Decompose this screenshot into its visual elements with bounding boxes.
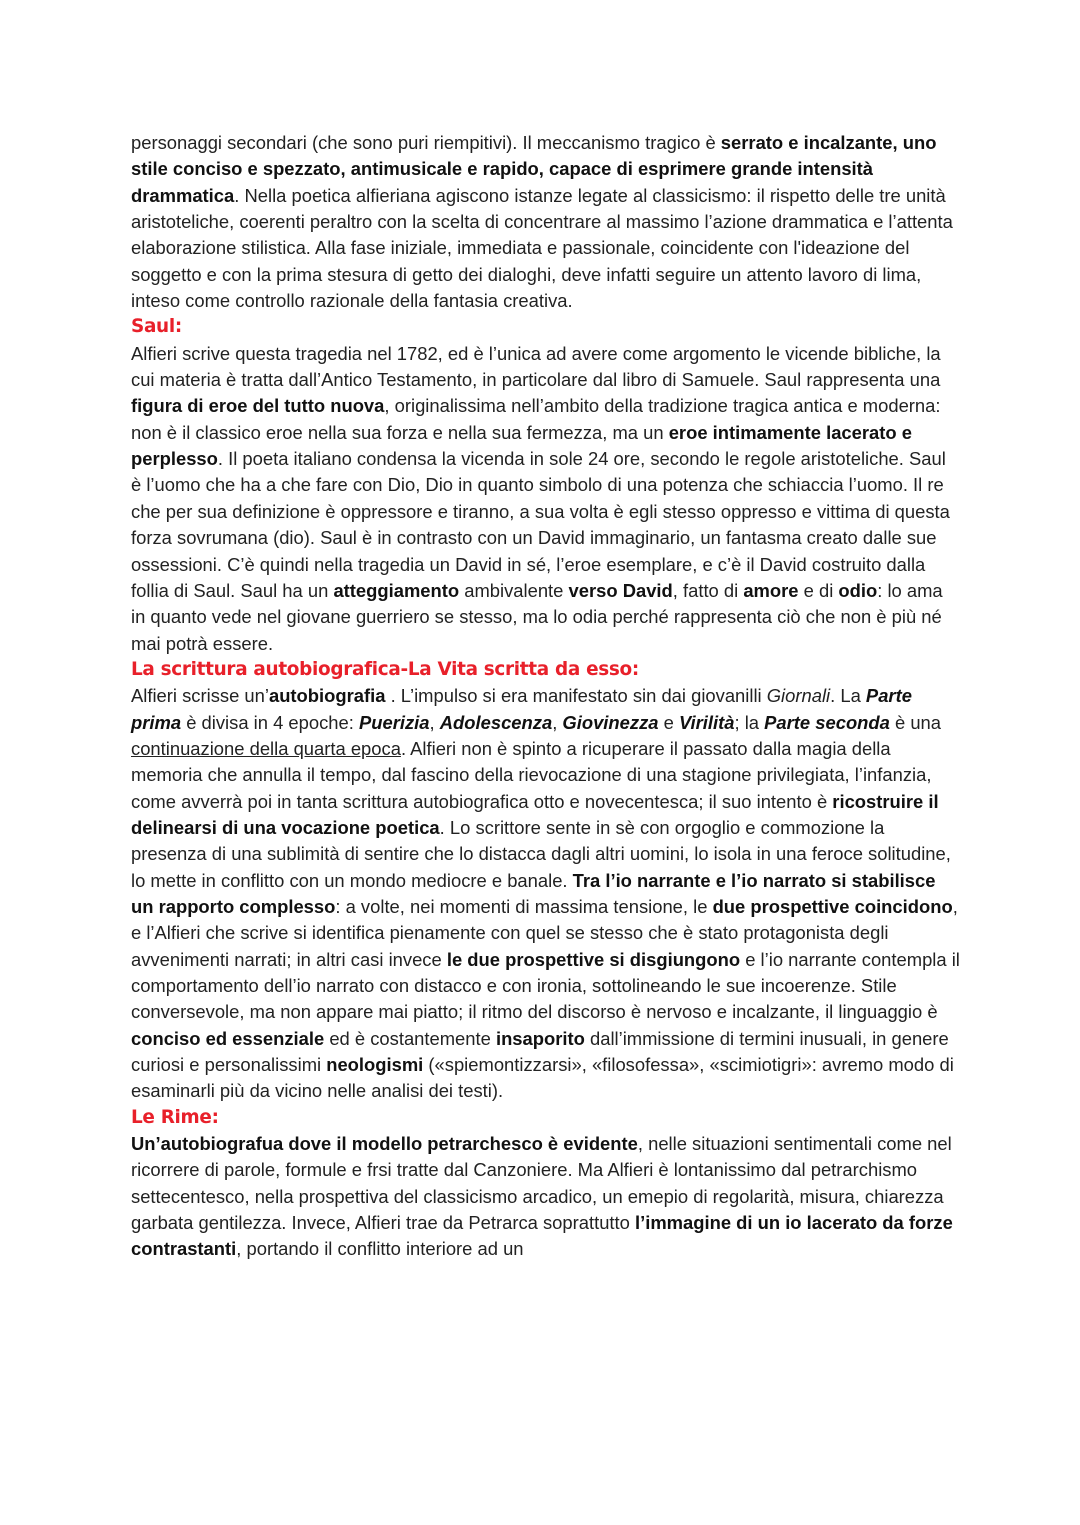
paragraph-saul — [131, 341, 961, 657]
emphasized-text: eroe intimamente lacerato e perplesso — [131, 421, 912, 470]
emphasized-text: l’immagine di un io lacerato da forze contrastanti — [131, 1212, 953, 1260]
heading-saul: Saul: — [131, 316, 182, 338]
emphasized-text: insaporito — [495, 1027, 585, 1049]
emphasized-text: serrato e incalzante, uno stile conciso e spezzato, antimusicale e rapido, capace di esprimere grande intensità drammatica — [131, 132, 937, 206]
paragraph-intro — [131, 130, 961, 314]
text-run: («spiemontizzarsi», «filosofessa», «scimiotigri»: avremo modo di esaminarli più da vicino nelle analisi dei testi). — [131, 1054, 954, 1102]
paragraph-rime — [131, 1131, 961, 1263]
emphasized-text: autobiografia — [268, 685, 386, 707]
text-run: , nelle situazioni sentimentali come nel ricorrere di parole, formule e frsi tratte dal Canzoniere. Ma Alfieri è lontanissimo dal petrarchismo settecentesco, nella prospettiva del classicismo arcadico, un emepio di regolarità, misura, chiarezza garbata gentilezza. Invece, Alfieri trae da Petrarca soprattutto — [131, 1133, 952, 1234]
text-run: . Nella poetica alfieriana agiscono istanze legate al classicismo: il rispetto delle tre unità aristoteliche, coerenti peraltro con la scelta di concentrare al massimo l’azione drammatica e l’attenta elaborazione stilistica. Alla fase iniziale, immediata e passionale, coincidente con l'ideazione del soggetto e con la prima stesura di getto dei dialoghi, deve infatti seguire un attento lavoro di lima, inteso come controllo razionale della fantasia creativa. — [131, 184, 953, 312]
emphasized-text: due prospettive coincidono — [712, 895, 953, 917]
text-run: : lo ama in quanto vede nel giovane guerriero se stesso, ma lo odia perché rappresenta ciò che non è più né mai potrà essere. — [131, 579, 943, 654]
text-run: , e l’Alfieri che scrive si identifica pienamente con quel se stesso che è stato protagonista degli avvenimenti narrati; in altri casi invece — [131, 895, 958, 970]
emphasized-text: figura di eroe del tutto nuova — [131, 395, 385, 417]
text-run: e l’io narrante contempla il comportamento dell’io narrato con distacco e con ironia, sottolineando le sue incoerenze. Stile conversevole, ma non appare mai piatto; il ritmo del discorso è nervoso e incalzante, il linguaggio è — [131, 948, 960, 1023]
text-run: è una — [889, 711, 942, 733]
text-run: , fatto di — [672, 579, 744, 601]
text-run: . L’impulso si era manifestato sin dai giovanilli — [385, 685, 767, 707]
text-run: e di — [798, 579, 839, 601]
text-run: personaggi secondari (che sono puri riempitivi). Il meccanismo tragico è — [131, 132, 721, 153]
emphasized-text: Parte prima — [131, 685, 912, 733]
text-run: , — [552, 711, 563, 733]
emphasized-text: Giovinezza — [562, 711, 659, 733]
emphasized-text: Puerizia — [358, 711, 430, 733]
emphasized-text: Un’autobiografua dove il modello petrarchesco è evidente — [131, 1133, 638, 1155]
emphasized-text: verso David — [568, 579, 673, 601]
paragraph-autobiografia — [131, 683, 961, 1105]
emphasized-text: continuazione della quarta epoca — [131, 737, 401, 759]
text-run: . La — [830, 685, 866, 707]
text-run: . Lo scrittore sente in sè con orgoglio e commozione la presenza di una sublimità di sentire che lo distacca dagli altri uomini, lo isola in una feroce solitudine, lo mette in conflitto con un mondo mediocre e banale. — [131, 816, 951, 891]
emphasized-text: Tra l’io narrante e l’io narrato si stabilisce un rapporto complesso — [131, 869, 936, 917]
emphasized-text: Giornali — [766, 685, 831, 707]
emphasized-text: ricostruire il delinearsi di una vocazione poetica — [131, 790, 939, 838]
text-run: e — [658, 711, 679, 733]
text-run: ; la — [734, 711, 765, 733]
emphasized-text: Virilità — [678, 711, 735, 733]
text-run: Alfieri scrisse un’ — [131, 685, 269, 707]
emphasized-text: conciso ed essenziale — [131, 1027, 325, 1049]
text-run: : a volte, nei momenti di massima tensione, le — [335, 895, 713, 917]
emphasized-text: neologismi — [326, 1054, 424, 1076]
text-run: ambivalente — [459, 579, 569, 601]
text-run: dall’immissione di termini inusuali, in genere curiosi e personalissimi — [131, 1027, 949, 1076]
text-run: . Il poeta italiano condensa la vicenda in sole 24 ore, secondo le regole aristoteliche. Saul è l’uomo che ha a che fare con Dio, Dio in quanto simbolo di una potenza che schiaccia l’uomo. Il re che per sua definizione è oppressore e tiranno, a sua volta è egli stesso oppresso e vittima di questa forza sovrumana (dio). Saul è in contrasto con un David immaginario, un fantasma creato dalle sue ossessioni. C’è quindi nella tragedia un David in sé, l’eroe esemplare, e c’è il David costruito dalla follia di Saul. Saul ha un — [131, 448, 950, 601]
text-run: , portando il conflitto interiore ad un — [236, 1238, 524, 1260]
text-run: ed è costantemente — [324, 1027, 496, 1049]
text-run: . Alfieri non è spinto a ricuperare il passato dalla magia della memoria che annulla il tempo, dal fascino della rievocazione di una stagione privilegiata, l’infanzia, come avverrà poi in tanta scrittura autobiografica otto e novecentesca; il suo intento è — [131, 737, 932, 812]
document-page — [131, 130, 961, 1263]
text-run: Alfieri scrive questa tragedia nel 1782, ed è l’unica ad avere come argomento le vicende bibliche, la cui materia è tratta dall’Antico Testamento, in particolare dal libro di Samuele. Saul rappresenta una — [131, 342, 941, 391]
emphasized-text: Adolescenza — [439, 711, 553, 733]
heading-rime: Le Rime: — [131, 1106, 219, 1128]
emphasized-text: odio — [838, 579, 878, 601]
text-run: , — [429, 711, 440, 733]
text-run: , originalissima nell’ambito della tradizione tragica antica e moderna: non è il classico eroe nella sua forza e nella sua fermezza, ma un — [131, 395, 941, 443]
emphasized-text: Parte seconda — [764, 711, 890, 733]
emphasized-text: atteggiamento — [333, 579, 460, 601]
text-run: è divisa in 4 epoche: — [181, 711, 359, 733]
emphasized-text: le due prospettive si disgiungono — [446, 948, 741, 970]
emphasized-text: amore — [743, 579, 799, 601]
heading-autobiografia: La scrittura autobiografica-La Vita scritta da esso: — [131, 658, 639, 680]
